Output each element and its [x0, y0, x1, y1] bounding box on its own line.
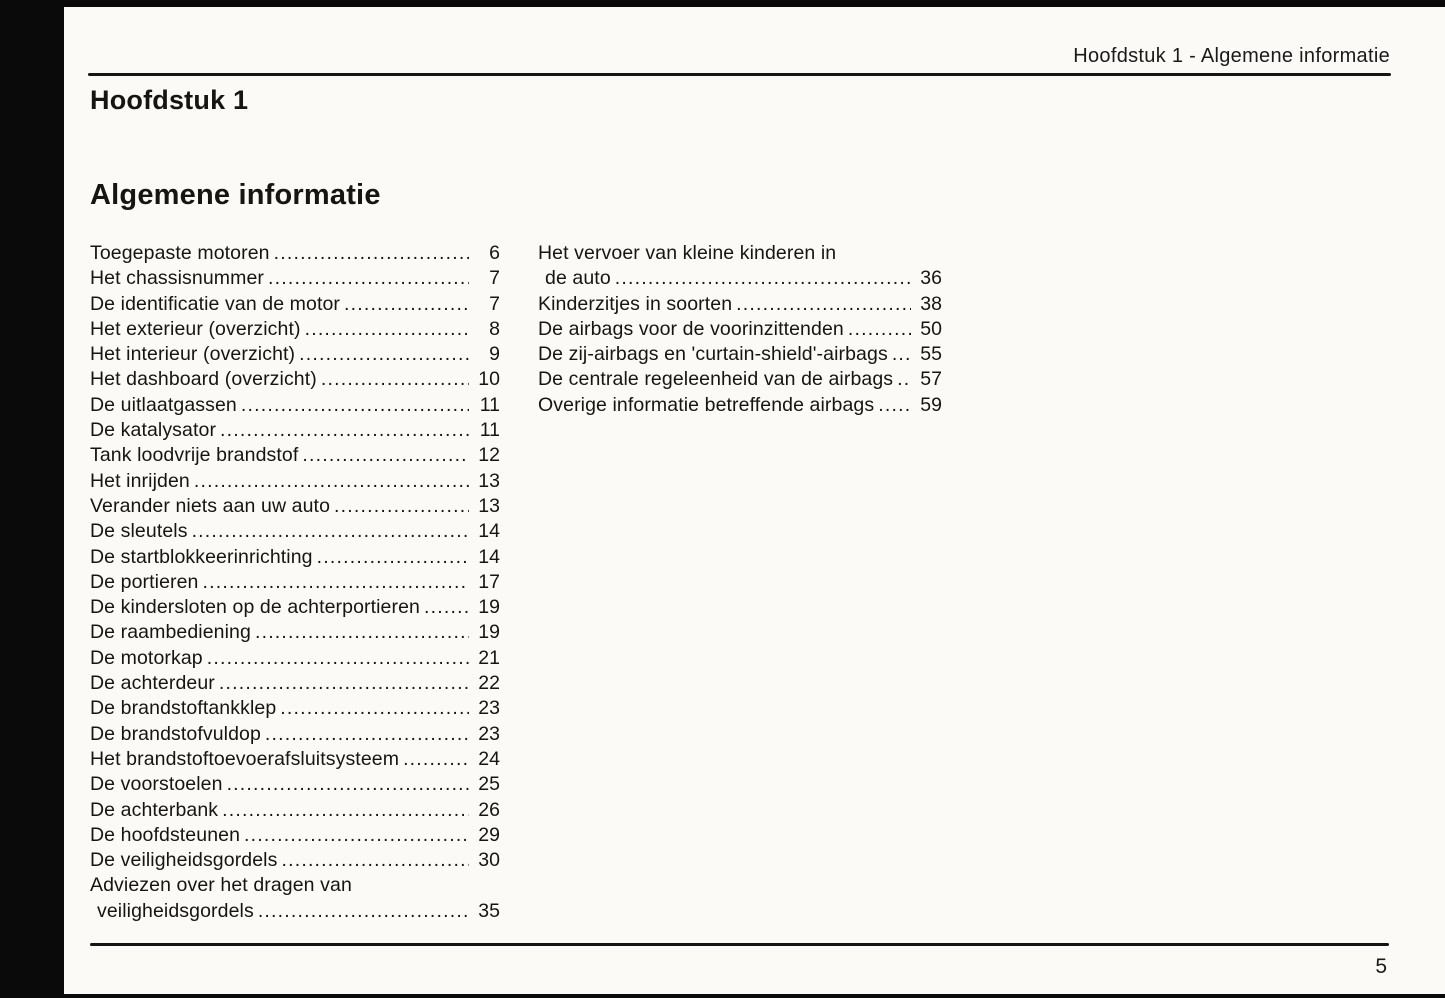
toc-entry-label: De airbags voor de voorinzittenden	[538, 317, 844, 340]
toc-dot-leader	[424, 595, 469, 620]
toc-entry-label: Overige informatie betreffende airbags	[538, 393, 875, 416]
toc-dot-leader	[897, 367, 911, 392]
toc-entry-label: Het exterieur (overzicht)	[90, 317, 301, 340]
toc-entry-page: 29	[478, 823, 500, 846]
manual-page	[64, 7, 1445, 994]
table-of-contents	[90, 241, 1390, 924]
toc-entry-page: 25	[478, 773, 500, 796]
toc-entry-page: 9	[489, 343, 500, 366]
toc-entry-label: Het chassisnummer	[90, 267, 265, 290]
section-title: Algemene informatie	[90, 179, 381, 211]
toc-dot-leader	[302, 443, 469, 468]
toc-entry-label: De raambediening	[90, 621, 251, 644]
toc-entry-page: 30	[478, 849, 500, 872]
toc-entry-page: 11	[479, 419, 500, 442]
toc-entry-label: Het brandstoftoevoerafsluitsysteem	[90, 747, 400, 770]
toc-entry-page: 38	[920, 292, 942, 315]
toc-entry-page: 50	[920, 317, 942, 340]
toc-right-column	[538, 241, 942, 418]
toc-dot-leader	[334, 494, 469, 519]
toc-entry-page: 21	[478, 646, 500, 669]
toc-dot-leader	[321, 367, 469, 392]
toc-entry-label: De achterbank	[90, 798, 219, 821]
toc-entry	[90, 469, 500, 494]
toc-entry	[90, 317, 500, 342]
toc-entry-page: 10	[478, 368, 500, 391]
toc-entry-label: Kinderzitjes in soorten	[538, 292, 733, 315]
toc-dot-leader	[299, 342, 469, 367]
toc-entry	[538, 342, 942, 367]
toc-entry	[90, 367, 500, 392]
toc-entry-page: 35	[478, 899, 500, 922]
toc-dot-leader	[305, 317, 469, 342]
toc-dot-leader	[222, 798, 469, 823]
toc-entry-page: 23	[478, 697, 500, 720]
toc-entry	[90, 798, 500, 823]
toc-entry-label: De motorkap	[90, 646, 203, 669]
toc-entry-label: De brandstofvuldop	[90, 722, 261, 745]
toc-dot-leader	[194, 469, 469, 494]
toc-entry-page: 6	[489, 242, 500, 264]
toc-entry-page: 12	[478, 444, 500, 467]
toc-entry-page: 7	[489, 267, 500, 290]
toc-dot-leader	[220, 418, 469, 443]
toc-entry-page: 8	[489, 317, 500, 340]
toc-entry	[90, 570, 500, 595]
toc-entry-label: Adviezen over het dragen van	[90, 874, 352, 897]
toc-entry	[90, 595, 500, 620]
toc-dot-leader	[615, 266, 911, 291]
toc-entry	[538, 292, 942, 317]
toc-entry	[90, 494, 500, 519]
toc-entry	[90, 772, 500, 797]
toc-entry-page: 57	[920, 368, 942, 391]
toc-dot-leader	[192, 519, 469, 544]
toc-entry-label: De hoofdsteunen	[90, 823, 241, 846]
toc-dot-leader	[207, 646, 469, 671]
toc-dot-leader	[203, 570, 469, 595]
toc-dot-leader	[281, 848, 469, 873]
toc-entry	[90, 266, 500, 291]
toc-entry	[538, 393, 942, 418]
toc-dot-leader	[255, 620, 469, 645]
toc-entry	[90, 620, 500, 645]
toc-entry-label: De brandstoftankklep	[90, 697, 277, 720]
toc-entry	[538, 317, 942, 342]
toc-entry-label: Toegepaste motoren	[90, 242, 270, 264]
toc-entry	[90, 747, 500, 772]
toc-entry-line2	[90, 899, 500, 924]
toc-dot-leader	[219, 671, 469, 696]
toc-entry-label: De startblokkeerinrichting	[90, 545, 313, 568]
toc-dot-leader	[736, 292, 911, 317]
toc-entry-page: 19	[478, 621, 500, 644]
toc-entry-label: De veiligheidsgordels	[90, 849, 278, 872]
toc-entry-label: de auto	[545, 267, 611, 290]
toc-entry-page: 14	[478, 545, 500, 568]
toc-entry	[90, 443, 500, 468]
toc-entry	[90, 671, 500, 696]
toc-entry	[90, 342, 500, 367]
toc-entry-line2	[538, 266, 942, 291]
toc-dot-leader	[848, 317, 911, 342]
toc-entry-label: De uitlaatgassen	[90, 393, 237, 416]
toc-entry	[90, 848, 500, 873]
toc-entry-label: De achterdeur	[90, 672, 215, 695]
toc-entry-label: Het vervoer van kleine kinderen in	[538, 242, 837, 264]
toc-entry-label: Het interieur (overzicht)	[90, 343, 296, 366]
page-number: 5	[1375, 955, 1387, 978]
toc-entry-line1	[90, 873, 500, 898]
toc-entry	[90, 418, 500, 443]
toc-entry-page: 36	[920, 267, 942, 290]
toc-dot-leader	[265, 722, 469, 747]
header-rule	[88, 73, 1391, 76]
toc-entry	[90, 722, 500, 747]
toc-dot-leader	[241, 393, 469, 418]
chapter-title: Hoofdstuk 1	[90, 85, 249, 115]
toc-entry	[90, 393, 500, 418]
running-header: Hoofdstuk 1 - Algemene informatie	[1073, 45, 1390, 67]
toc-entry-page: 59	[920, 393, 942, 416]
toc-entry-label: De portieren	[90, 570, 199, 593]
toc-dot-leader	[878, 393, 911, 418]
toc-entry-label: De kindersloten op de achterportieren	[90, 596, 420, 619]
toc-left-column	[90, 241, 500, 924]
toc-entry-label: De katalysator	[90, 419, 217, 442]
toc-entry-label: Het inrijden	[90, 469, 190, 492]
toc-entry-label: De voorstoelen	[90, 773, 223, 796]
toc-entry-label: De centrale regeleenheid van de airbags	[538, 368, 894, 391]
toc-entry-label: De sleutels	[90, 520, 188, 543]
toc-dot-leader	[403, 747, 469, 772]
toc-dot-leader	[274, 241, 469, 266]
toc-entry-label: Het dashboard (overzicht)	[90, 368, 317, 391]
toc-entry-page: 26	[478, 798, 500, 821]
toc-entry-line1	[538, 241, 942, 266]
toc-dot-leader	[268, 266, 469, 291]
toc-entry-page: 14	[478, 520, 500, 543]
toc-entry	[90, 823, 500, 848]
toc-entry-page: 23	[478, 722, 500, 745]
toc-dot-leader	[244, 823, 469, 848]
toc-entry	[90, 545, 500, 570]
toc-dot-leader	[227, 772, 469, 797]
toc-entry-page: 22	[478, 672, 500, 695]
toc-entry-label: Tank loodvrije brandstof	[90, 444, 299, 467]
footer-rule	[90, 943, 1389, 946]
toc-entry-page: 24	[478, 747, 500, 770]
toc-entry-page: 11	[479, 393, 500, 416]
toc-entry-page: 13	[478, 469, 500, 492]
toc-entry	[90, 646, 500, 671]
toc-entry-page: 19	[478, 596, 500, 619]
toc-entry	[90, 292, 500, 317]
toc-dot-leader	[344, 292, 469, 317]
toc-dot-leader	[317, 545, 469, 570]
toc-entry	[90, 696, 500, 721]
toc-entry-label: De zij-airbags en 'curtain-shield'-airbags	[538, 343, 888, 366]
toc-entry-page: 17	[478, 570, 500, 593]
toc-entry-label: De identificatie van de motor	[90, 292, 341, 315]
toc-entry-label: veiligheidsgordels	[97, 899, 254, 922]
toc-dot-leader	[258, 899, 469, 924]
toc-dot-leader	[892, 342, 911, 367]
toc-entry-page: 55	[920, 343, 942, 366]
toc-dot-leader	[280, 696, 469, 721]
toc-entry	[538, 367, 942, 392]
toc-entry	[90, 519, 500, 544]
toc-entry-label: Verander niets aan uw auto	[90, 494, 331, 517]
toc-entry-page: 13	[478, 494, 500, 517]
toc-entry-page: 7	[489, 292, 500, 315]
toc-entry	[90, 241, 500, 266]
